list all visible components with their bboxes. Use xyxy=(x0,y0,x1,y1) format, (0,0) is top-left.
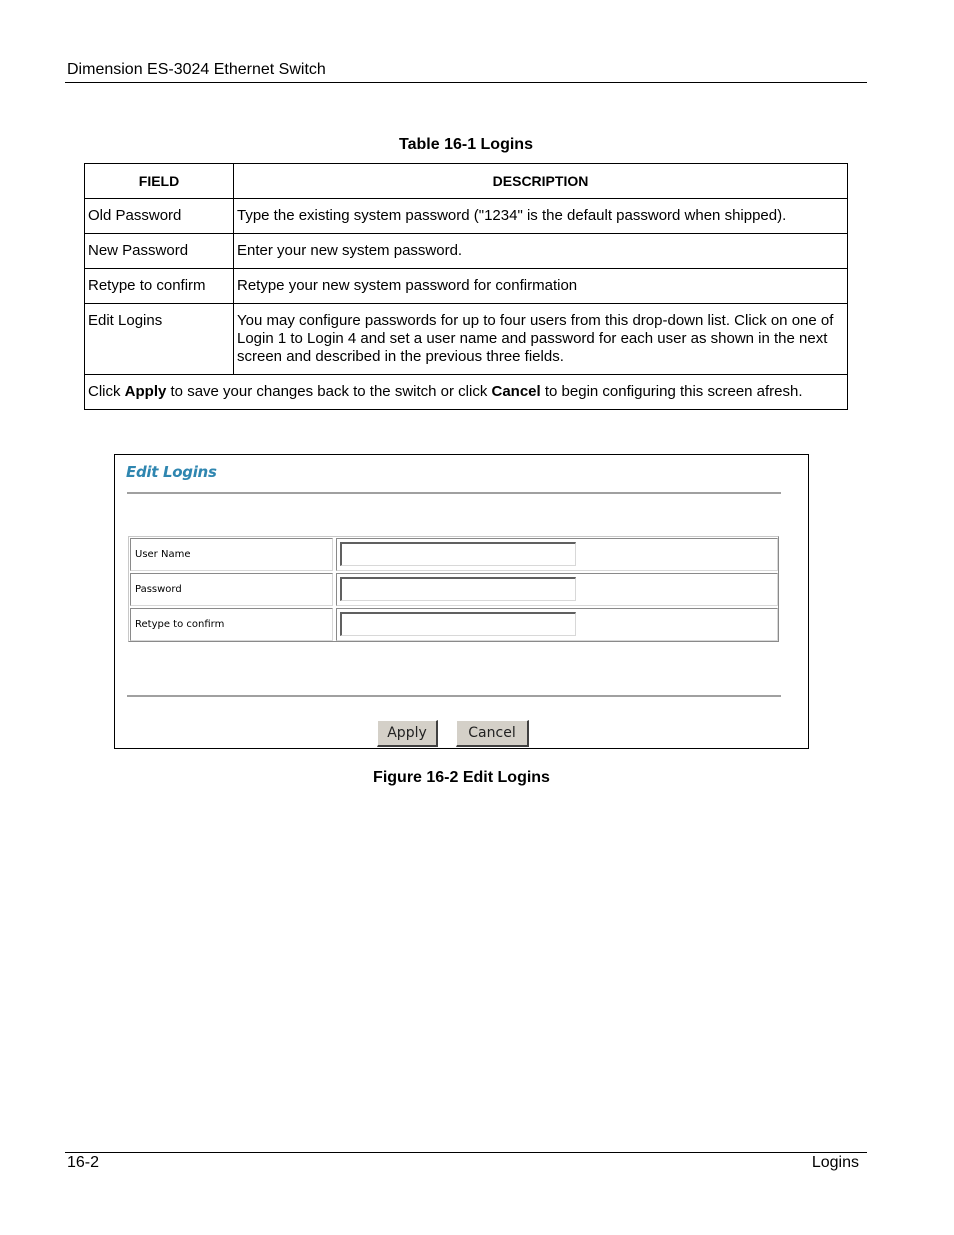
table-row xyxy=(85,234,848,269)
header-rule xyxy=(65,82,867,83)
running-header-title: Dimension ES-3024 Ethernet Switch xyxy=(67,61,326,78)
note-apply: Apply xyxy=(124,383,167,400)
password-input[interactable] xyxy=(340,577,576,601)
title-divider xyxy=(127,492,781,494)
form-row-retype xyxy=(130,608,777,642)
form-row-password xyxy=(130,573,777,607)
table-header-description: DESCRIPTION xyxy=(234,164,848,199)
table-header-field: FIELD xyxy=(85,164,234,199)
table-cell-description: You may configure passwords for up to four users from this drop-down list. Click on one of Login 1 to Login 4 and set a user name and password for each user as shown in the next screen and described in the previous three fields. xyxy=(234,304,848,375)
table-cell-description: Retype your new system password for confirmation xyxy=(234,269,848,304)
table-cell-field: Retype to confirm xyxy=(85,269,234,304)
table-caption: Table 16-1 Logins xyxy=(399,136,533,153)
form-row-user-name xyxy=(130,538,777,572)
user-name-input[interactable] xyxy=(340,542,576,566)
table-note xyxy=(85,375,848,410)
edit-logins-title: Edit Logins xyxy=(126,463,217,481)
retype-cell xyxy=(336,608,778,641)
footer-section: Logins xyxy=(811,1154,859,1171)
table-note-row xyxy=(85,375,848,410)
table-row xyxy=(85,304,848,375)
table-cell-field: Old Password xyxy=(85,199,234,234)
logins-table xyxy=(84,163,848,410)
note-text-1: Click xyxy=(88,383,125,400)
footer-rule xyxy=(65,1152,867,1153)
cancel-button[interactable]: Cancel xyxy=(456,720,529,747)
user-name-cell xyxy=(336,538,778,571)
login-form xyxy=(128,536,779,642)
note-text-2: to save your changes back to the switch or click xyxy=(166,383,492,400)
user-name-label: User Name xyxy=(130,538,333,571)
password-cell xyxy=(336,573,778,606)
edit-logins-screenshot xyxy=(114,454,809,749)
table-row xyxy=(85,269,848,304)
table-cell-description: Enter your new system password. xyxy=(234,234,848,269)
table-cell-field: Edit Logins xyxy=(85,304,234,375)
password-label: Password xyxy=(130,573,333,606)
retype-input[interactable] xyxy=(340,612,576,636)
figure-caption: Figure 16-2 Edit Logins xyxy=(373,769,550,786)
apply-button[interactable]: Apply xyxy=(377,720,438,747)
table-cell-description: Type the existing system password ("1234" is the default password when shipped). xyxy=(234,199,848,234)
note-cancel: Cancel xyxy=(491,383,541,400)
retype-label: Retype to confirm xyxy=(130,608,333,641)
table-header-row xyxy=(85,164,848,199)
table-row xyxy=(85,199,848,234)
table-cell-field: New Password xyxy=(85,234,234,269)
note-text-3: to begin configuring this screen afresh. xyxy=(540,383,803,400)
page-number: 16-2 xyxy=(67,1154,100,1171)
button-divider xyxy=(127,695,781,697)
